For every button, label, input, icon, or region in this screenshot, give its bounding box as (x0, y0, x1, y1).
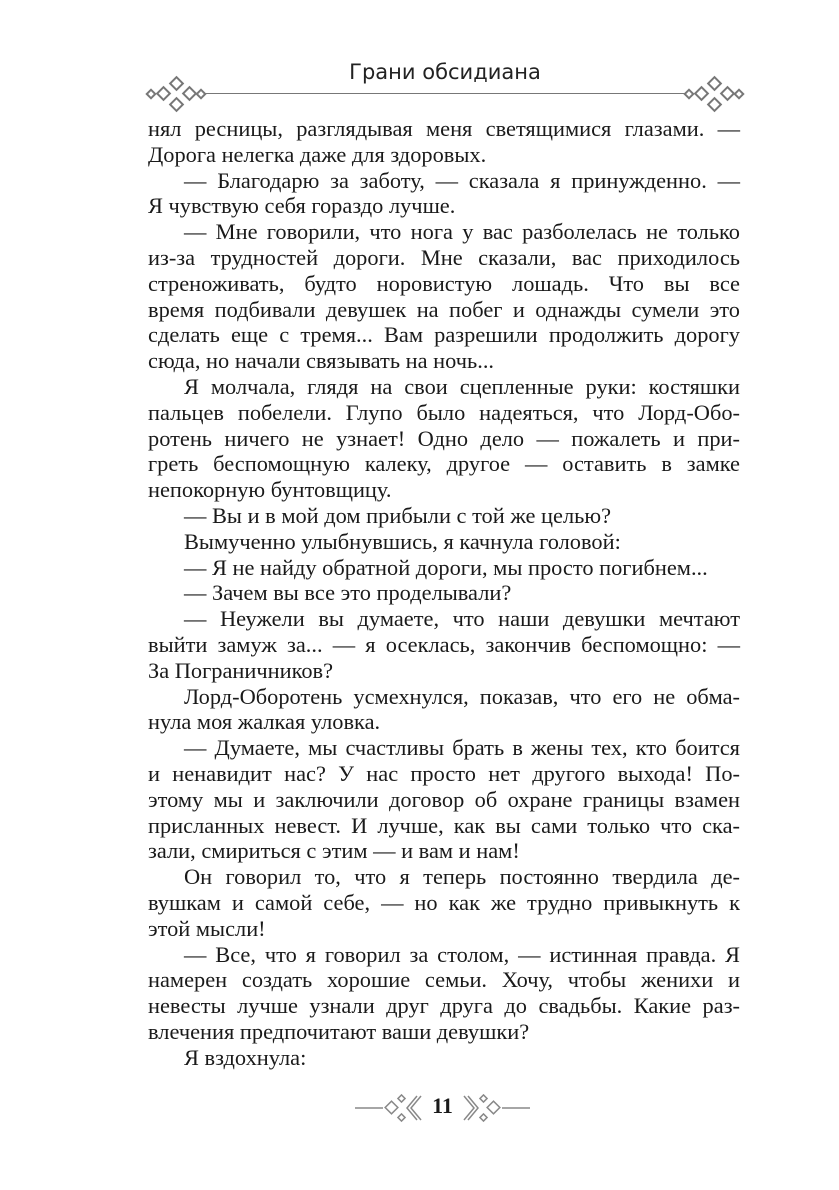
text-line: Я молчала, глядя на свои сцепленные руки: костяшки (184, 373, 740, 399)
text-line: Я чувствую себя гораздо лучше. (148, 193, 456, 219)
text-line: — Я не найду обратной дороги, мы просто погибнем... (184, 554, 708, 580)
text-line: — Думаете, мы счастливы брать в жены тех, кто боится (184, 735, 740, 761)
text-line: — Благодарю за заботу, — сказала я принужденно. — (184, 167, 740, 193)
text-line: — Все, что я говорил за столом, — истинная правда. Я (184, 941, 740, 967)
text-line: намерен создать хорошие семьи. Хочу, чтобы женихи и (148, 967, 740, 993)
text-line: влечения предпочитают ваши девушки? (148, 1018, 530, 1044)
diamond-ornament-icon (683, 74, 745, 114)
text-line: нял ресницы, разглядывая меня светящимися глазами. — (148, 116, 740, 141)
text-line: ротень ничего не узнает! Одно дело — пожалеть и при- (148, 425, 740, 451)
text-line: этой мысли! (148, 915, 266, 941)
text-line: сюда, но начали связывать на ночь... (148, 348, 495, 374)
page-footer (355, 1090, 530, 1126)
text-line: непокорную бунтовщицу. (148, 477, 392, 503)
text-line: За Пограничников? (148, 657, 334, 683)
text-line: греть беспомощную калеку, другое — оставить в замке (148, 451, 740, 477)
text-line: Вымученно улыбнувшись, я качнула головой: (184, 528, 621, 554)
page-number: 11 (432, 1093, 453, 1118)
text-line: из-за трудностей дороги. Мне сказали, вас приходилось (148, 244, 740, 270)
book-title: Грани обсидиана (349, 60, 541, 84)
text-line: стреноживать, будто норовистую лошадь. Что вы все (148, 270, 740, 296)
text-line: — Неужели вы думаете, что наши девушки мечтают (184, 606, 740, 632)
text-line: зали, смириться с этим — и вам и нам! (148, 838, 520, 864)
page-body-text (148, 116, 740, 1070)
text-line: — Зачем вы все это проделывали? (184, 580, 512, 606)
text-line: нула моя жалкая уловка. (148, 709, 381, 735)
text-line: невесты лучше узнали друг друга до свадьбы. Какие раз- (148, 993, 740, 1019)
text-line: Дорога нелегка даже для здоровых. (148, 141, 487, 167)
header-rule (205, 93, 685, 94)
text-line: и ненавидит нас? У нас просто нет другого выхода! По- (148, 760, 740, 786)
text-line: Я вздохнула: (184, 1044, 307, 1070)
text-line: Он говорил то, что я теперь постоянно твердила де- (184, 864, 740, 890)
text-line: сделать еще с тремя... Вам разрешили продолжить дорогу (148, 322, 740, 348)
text-line: — Вы и в мой дом прибыли с той же целью? (184, 502, 612, 528)
text-line: этому мы и заключили договор об охране границы взамен (148, 786, 740, 812)
text-line: Лорд-Оборотень усмехнулся, показав, что его не обма- (184, 683, 740, 709)
text-line: пальцев побелели. Глупо было надеяться, что Лорд-Обо- (148, 399, 740, 425)
text-line: время подбивали девушек на побег и однажды сумели это (148, 296, 740, 322)
text-line: присланных невест. И лучше, как вы сами только что ска- (148, 812, 740, 838)
running-header (145, 58, 745, 108)
text-line: выйти замуж за... — я осеклась, закончив беспомощно: — (148, 631, 740, 657)
text-line: вушкам и самой себе, — но как же трудно привыкнуть к (148, 889, 740, 915)
text-line: — Мне говорили, что нога у вас разболелась не только (184, 219, 740, 245)
